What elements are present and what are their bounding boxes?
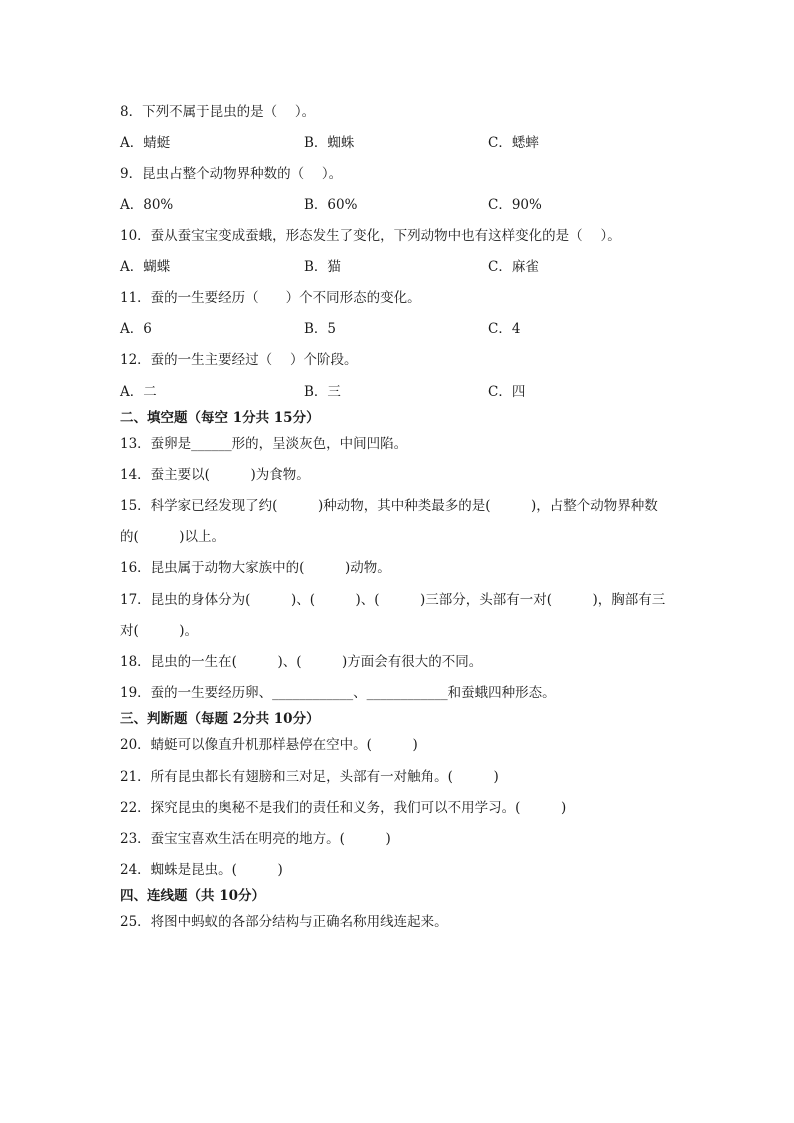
question-10: 10．蚕从蚕宝宝变成蚕蛾，形态发生了变化，下列动物中也有这样变化的是（ ）。 — [120, 228, 621, 244]
section-3-heading: 三、判断题（每题 2分共 10分） — [120, 711, 320, 727]
q8-option-a: A．蜻蜓 — [120, 135, 171, 151]
question-15-line-2: 的( )以上。 — [120, 529, 226, 545]
question-25: 25．将图中蚂蚁的各部分结构与正确名称用线连起来。 — [120, 914, 448, 930]
q10-option-a: A．蝴蝶 — [120, 259, 171, 275]
question-19: 19．蚕的一生要经历卵、____________、____________和蚕蛾四种形态。 — [120, 685, 556, 701]
question-17-line-2: 对( )。 — [120, 623, 199, 639]
question-23: 23．蚕宝宝喜欢生活在明亮的地方。( ) — [120, 831, 391, 847]
section-2-heading: 二、填空题（每空 1分共 15分） — [120, 410, 320, 426]
q10-option-c: C．麻雀 — [488, 259, 539, 275]
q8-option-c: C．蟋蟀 — [488, 135, 539, 151]
question-17-line-1: 17．昆虫的身体分为( )、( )、( )三部分，头部有一对( )，胸部有三 — [120, 592, 666, 608]
q10-option-b: B．猫 — [304, 259, 341, 275]
question-8: 8．下列不属于昆虫的是（ ）。 — [120, 104, 316, 120]
question-20: 20．蜻蜓可以像直升机那样悬停在空中。( ) — [120, 737, 418, 753]
q11-option-a: A．6 — [120, 321, 152, 337]
question-22: 22．探究昆虫的奥秘不是我们的责任和义务，我们可以不用学习。( ) — [120, 800, 567, 816]
question-13: 13．蚕卵是______形的，呈淡灰色，中间凹陷。 — [120, 436, 408, 452]
q11-option-b: B．5 — [304, 321, 337, 337]
question-11: 11．蚕的一生要经历（ ）个不同形态的变化。 — [120, 290, 421, 306]
question-18: 18．昆虫的一生在( )、( )方面会有很大的不同。 — [120, 654, 483, 670]
question-24: 24．蜘蛛是昆虫。( ) — [120, 862, 283, 878]
q9-option-c: C．90% — [488, 197, 542, 213]
question-15-line-1: 15．科学家已经发现了约( )种动物，其中种类最多的是( )，占整个动物界种数 — [120, 498, 658, 514]
question-21: 21．所有昆虫都长有翅膀和三对足，头部有一对触角。( ) — [120, 769, 499, 785]
q9-option-b: B．60% — [304, 197, 358, 213]
question-9: 9．昆虫占整个动物界种数的（ ）。 — [120, 166, 343, 182]
q11-option-c: C．4 — [488, 321, 521, 337]
question-14: 14．蚕主要以( )为食物。 — [120, 467, 310, 483]
question-16: 16．昆虫属于动物大家族中的( )动物。 — [120, 560, 391, 576]
q12-option-b: B．三 — [304, 384, 341, 400]
q8-option-b: B．蜘蛛 — [304, 135, 355, 151]
q12-option-c: C．四 — [488, 384, 526, 400]
q12-option-a: A．二 — [120, 384, 157, 400]
section-4-heading: 四、连线题（共 10分） — [120, 888, 265, 904]
q9-option-a: A．80% — [120, 197, 174, 213]
question-12: 12．蚕的一生主要经过（ ）个阶段。 — [120, 352, 358, 368]
